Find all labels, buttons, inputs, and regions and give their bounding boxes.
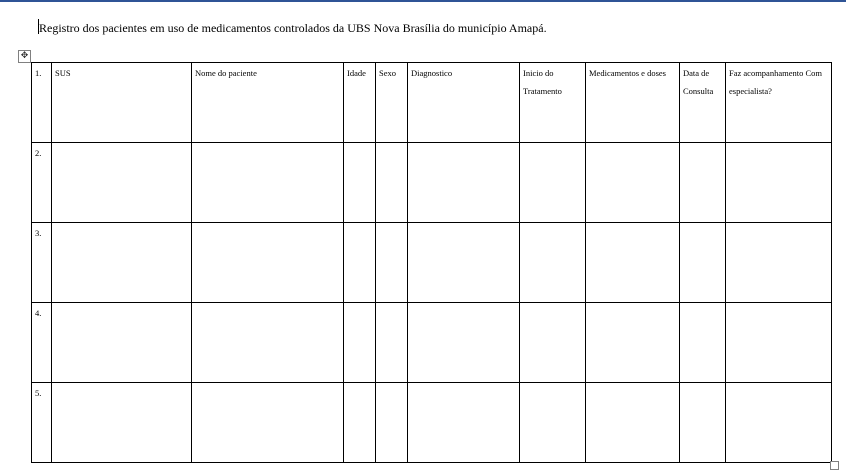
row-number[interactable]: 5. [32, 383, 52, 463]
table-cell[interactable] [52, 223, 192, 303]
table-cell[interactable] [520, 383, 586, 463]
table-cell[interactable] [586, 303, 680, 383]
table-cell[interactable] [586, 143, 680, 223]
table-cell[interactable] [520, 143, 586, 223]
table-cell[interactable] [726, 383, 832, 463]
table-row [32, 63, 832, 143]
table-cell[interactable] [344, 383, 376, 463]
table-cell[interactable] [52, 303, 192, 383]
table-row [32, 303, 832, 383]
table-cell[interactable] [408, 143, 520, 223]
column-header-data-consulta[interactable]: Data de Consulta [680, 63, 726, 143]
table-cell[interactable] [52, 143, 192, 223]
column-header-diagnostico[interactable]: Diagnostico [408, 63, 520, 143]
table-cell[interactable] [52, 383, 192, 463]
column-header-acompanhamento[interactable]: Faz acompanhamento Com especialista? [726, 63, 832, 143]
table-cell[interactable] [344, 143, 376, 223]
table-cell[interactable] [408, 223, 520, 303]
table-cell[interactable] [726, 143, 832, 223]
table-row [32, 223, 832, 303]
table-cell[interactable] [680, 303, 726, 383]
table-cell[interactable] [680, 383, 726, 463]
table-cell[interactable] [520, 303, 586, 383]
table-cell[interactable] [408, 303, 520, 383]
table-cell[interactable] [192, 143, 344, 223]
row-number[interactable]: 3. [32, 223, 52, 303]
row-number[interactable]: 4. [32, 303, 52, 383]
row-number[interactable]: 2. [32, 143, 52, 223]
column-header-sus[interactable]: SUS [52, 63, 192, 143]
table-cell[interactable] [726, 303, 832, 383]
table-cell[interactable] [376, 143, 408, 223]
column-header-nome[interactable]: Nome do paciente [192, 63, 344, 143]
table-cell[interactable] [726, 223, 832, 303]
table-cell[interactable] [376, 303, 408, 383]
table-cell[interactable] [192, 223, 344, 303]
patient-register-table [31, 62, 832, 463]
table-cell[interactable] [586, 383, 680, 463]
document-title: Registro dos pacientes em uso de medicamentos controlados da UBS Nova Brasília do município Amapá. [39, 21, 547, 35]
row-number[interactable]: 1. [32, 63, 52, 143]
column-header-inicio[interactable]: Inicio do Tratamento [520, 63, 586, 143]
table-cell[interactable] [520, 223, 586, 303]
table-move-icon[interactable]: ✥ [18, 50, 31, 63]
column-header-medicamentos[interactable]: Medicamentos e doses [586, 63, 680, 143]
table-row [32, 143, 832, 223]
column-header-sexo[interactable]: Sexo [376, 63, 408, 143]
table-cell[interactable] [192, 303, 344, 383]
column-header-idade[interactable]: Idade [344, 63, 376, 143]
table-cell[interactable] [376, 223, 408, 303]
table-cell[interactable] [586, 223, 680, 303]
window-top-rule [0, 0, 846, 2]
table-cell[interactable] [680, 223, 726, 303]
table-cell[interactable] [376, 383, 408, 463]
table-cell[interactable] [192, 383, 344, 463]
table-row [32, 383, 832, 463]
table-resize-icon[interactable] [830, 461, 839, 470]
table-cell[interactable] [408, 383, 520, 463]
table-cell[interactable] [344, 223, 376, 303]
table-cell[interactable] [344, 303, 376, 383]
table-cell[interactable] [680, 143, 726, 223]
